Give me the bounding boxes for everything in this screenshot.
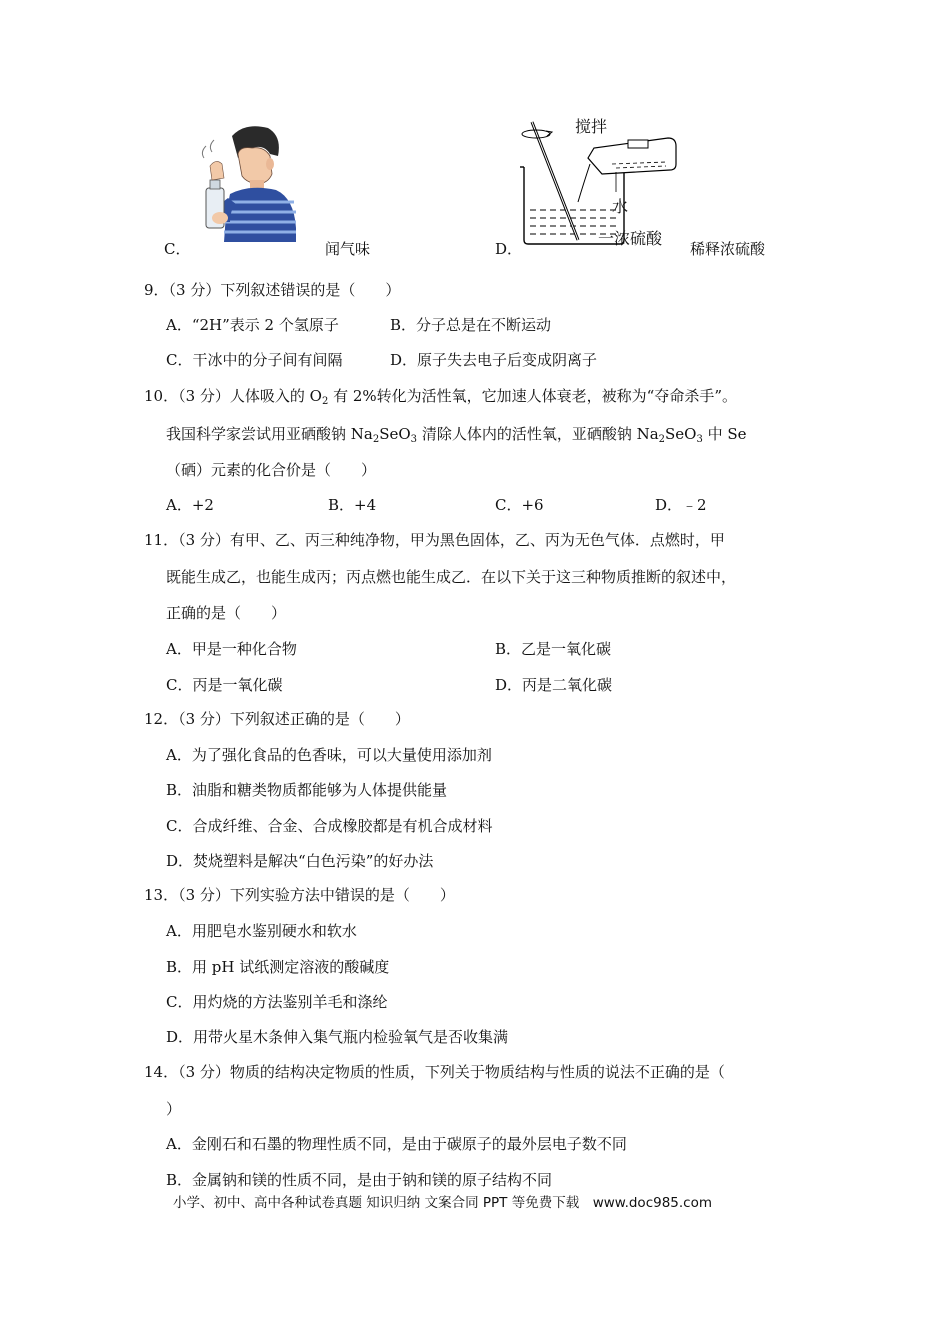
q11-line-1: 11．（3 分）有甲、乙、丙三种纯净物，甲为黑色固体，乙、丙为无色气体．点燃时，甲 bbox=[144, 531, 725, 549]
q9-option-b: B．分子总是在不断运动 bbox=[390, 316, 552, 334]
q8-d-caption: 稀释浓硫酸 bbox=[690, 240, 766, 258]
q8-c-caption: 闻气味 bbox=[325, 240, 371, 258]
q12-option-a: A．为了强化食品的色香味，可以大量使用添加剂 bbox=[166, 746, 492, 764]
q12-option-b: B．油脂和糖类物质都能够为人体提供能量 bbox=[166, 781, 448, 799]
q11-option-b: B．乙是一氧化碳 bbox=[495, 640, 612, 658]
q10-option-a: A．+2 bbox=[166, 496, 214, 514]
q14-option-a: A．金刚石和石墨的物理性质不同，是由于碳原子的最外层电子数不同 bbox=[166, 1135, 627, 1153]
q8-d-letter: D． bbox=[495, 240, 523, 258]
q10-option-c: C．+6 bbox=[495, 496, 544, 514]
q9-option-d: D．原子失去电子后变成阴离子 bbox=[390, 351, 598, 369]
q12-option-c: C．合成纤维、合金、合成橡胶都是有机合成材料 bbox=[166, 817, 493, 835]
q10-option-d: D．﹣2 bbox=[655, 496, 707, 514]
q10-option-b: B．+4 bbox=[328, 496, 377, 514]
q8-c-letter: C． bbox=[164, 240, 191, 258]
q11-line-2: 既能生成乙，也能生成丙；丙点燃也能生成乙．在以下关于这三种物质推断的叙述中， bbox=[166, 568, 737, 586]
q13-option-c: C．用灼烧的方法鉴别羊毛和涤纶 bbox=[166, 993, 388, 1011]
q11-line-3: 正确的是（ ） bbox=[166, 604, 287, 622]
q9-option-c: C．干冰中的分子间有间隔 bbox=[166, 351, 343, 369]
q11-option-c: C．丙是一氧化碳 bbox=[166, 676, 283, 694]
q13-option-a: A．用肥皂水鉴别硬水和软水 bbox=[166, 922, 357, 940]
q12-option-d: D．焚烧塑料是解决“白色污染”的好办法 bbox=[166, 852, 434, 870]
q8-d-stir-label: 搅拌 bbox=[575, 117, 608, 136]
q14-line-2: ） bbox=[166, 1100, 182, 1118]
q12-stem: 12．（3 分）下列叙述正确的是（ ） bbox=[144, 710, 410, 728]
page-footer: 小学、初中、高中各种试卷真题 知识归纳 文案合同 PPT 等免费下载 www.doc985.com bbox=[173, 1195, 713, 1211]
q14-option-b: B．金属钠和镁的性质不同，是由于钠和镁的原子结构不同 bbox=[166, 1171, 553, 1189]
q10-line-1: 10．（3 分）人体吸入的 $O_2$ 有 2%转化为活性氧，它加速人体衰老，被称为“夺命杀手”。 bbox=[144, 387, 738, 407]
q11-option-d: D．丙是二氧化碳 bbox=[495, 676, 613, 694]
q10-line-2: 我国科学家尝试用亚硒酸钠 $Na_2SeO_3$ 清除人体内的活性氧，亚硒酸钠 $Na_2SeO_3$ 中 Se bbox=[166, 425, 747, 445]
q9-stem: 9．（3 分）下列叙述错误的是（ ） bbox=[144, 281, 401, 299]
q13-option-b: B．用 pH 试纸测定溶液的酸碱度 bbox=[166, 958, 390, 976]
q8-d-acid-label: 一浓硫酸 bbox=[598, 229, 663, 248]
q8-d-water-label: 水 bbox=[612, 197, 629, 216]
q11-option-a: A．甲是一种化合物 bbox=[166, 640, 297, 658]
q10-line-3: （硒）元素的化合价是（ ） bbox=[166, 461, 377, 479]
smelling-person-image bbox=[190, 118, 310, 243]
q13-option-d: D．用带火星木条伸入集气瓶内检验氧气是否收集满 bbox=[166, 1028, 509, 1046]
q14-line-1: 14．（3 分）物质的结构决定物质的性质，下列关于物质结构与性质的说法不正确的是（ bbox=[144, 1063, 725, 1081]
q13-stem: 13．（3 分）下列实验方法中错误的是（ ） bbox=[144, 886, 455, 904]
q9-option-a: A．“2H”表示 2 个氢原子 bbox=[166, 316, 339, 334]
